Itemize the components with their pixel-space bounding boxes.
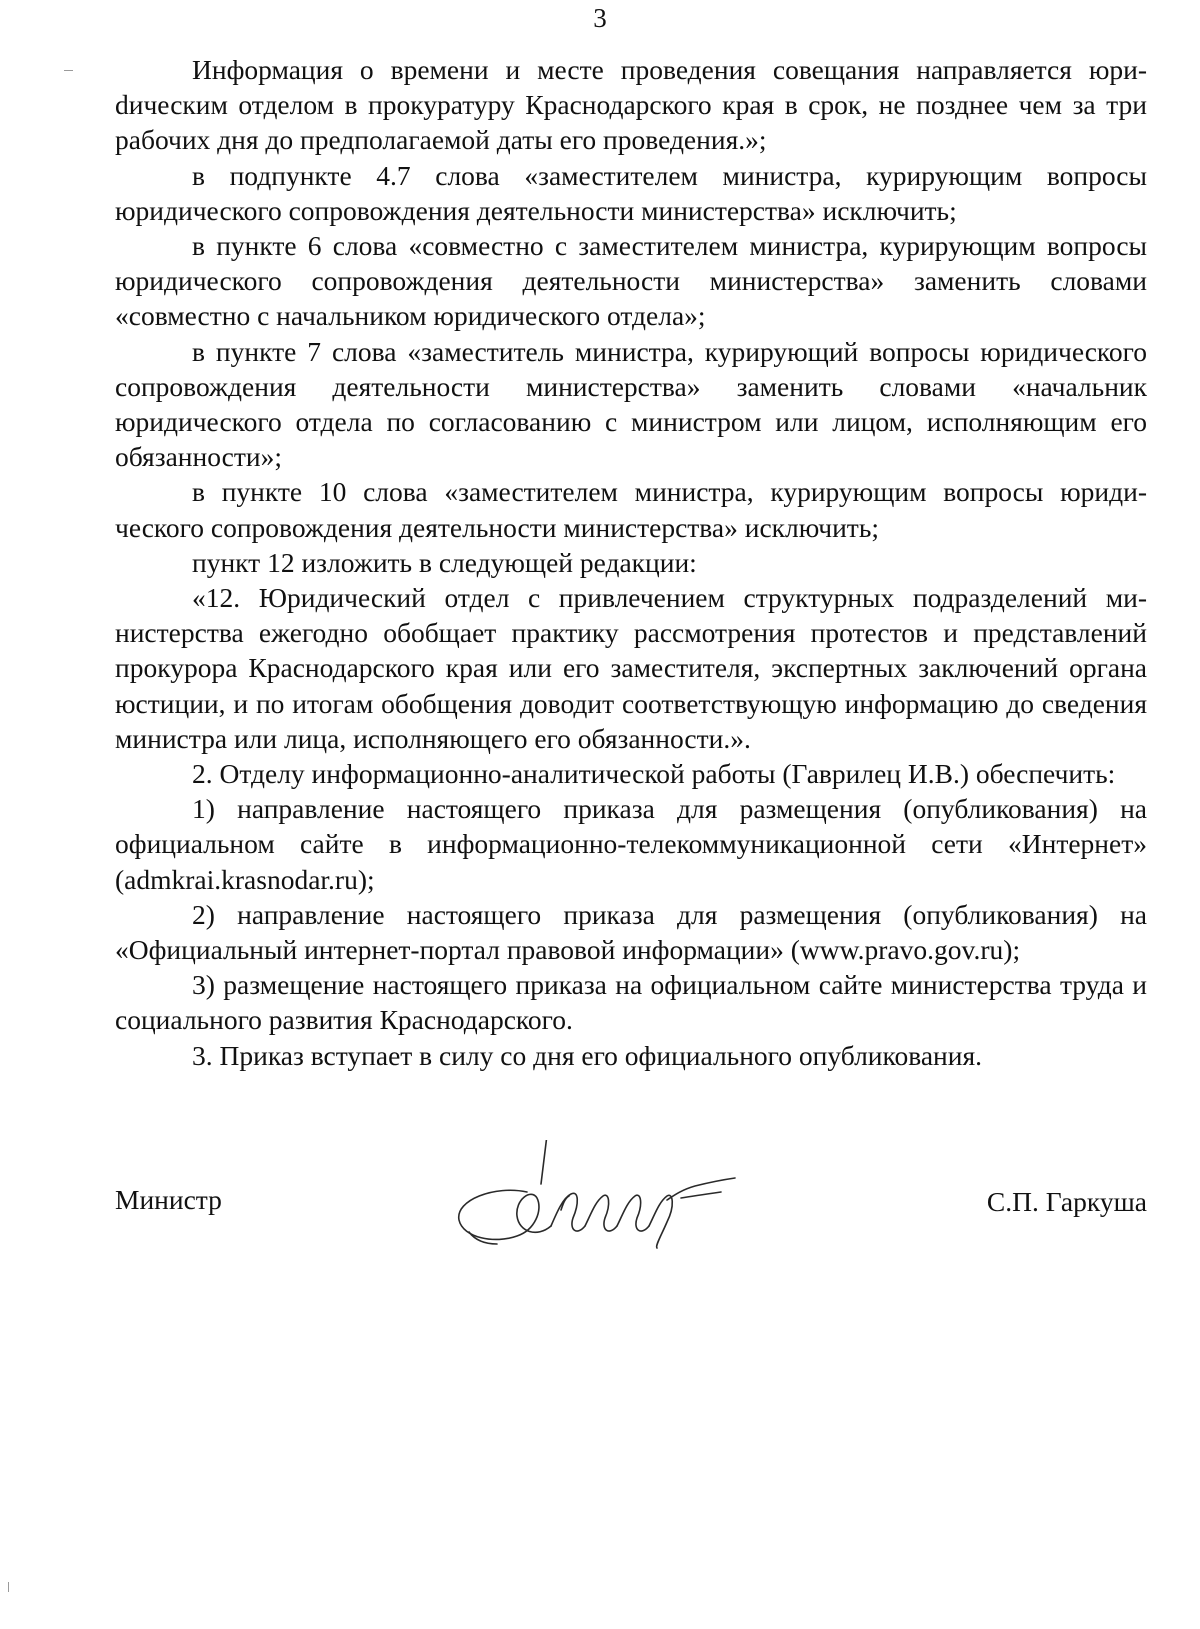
paragraph: в подпункте 4.7 слова «заместителем министра, курирующим вопросы юридического сопровождения деятельности министерства» исключить; (115, 159, 1147, 226)
scan-mark (64, 70, 73, 71)
paragraph: 3) размещение настоящего приказа на официальном сайте министерства труда и социального развития Краснодарского. (115, 969, 1147, 1036)
handwritten-signature (445, 1140, 755, 1250)
paragraph: Информация о времени и месте проведения совещания направляется юриdическим отделом в прокуратуру Краснодарского края в срок, не позднее чем за три рабочих дня до предполагаемой даты его проведения.»; (115, 54, 1147, 156)
paragraph: в пункте 10 слова «заместителем министра, курирующим вопросы юридического сопровождения деятельности министерства» исключить; (115, 476, 1147, 543)
paragraph: в пункте 6 слова «совместно с заместителем министра, курирующим вопросы юридического сопровождения деятельности министерства» заменить словами «совместно с начальником юридического отдела»; (115, 230, 1147, 332)
paragraph: в пункте 7 слова «заместитель министра, курирующий вопросы юридического сопровождения деятельности министерства» заменить словами «начальник юридического отдела по согласованию с министром или лицом, исполняющим его обязанности»; (115, 335, 1147, 473)
signature-block (115, 1140, 1147, 1260)
signatory-title: Министр (115, 1184, 222, 1215)
signatory-name: С.П. Гаркуша (986, 1186, 1147, 1217)
paragraph: пункт 12 изложить в следующей редакции: (192, 546, 697, 578)
paragraph: 1) направление настоящего приказа для размещения (опубликования) на официальном сайте в информационно-телекоммуникационной сети «Интернет» (admkrai.krasnodar.ru); (115, 793, 1147, 895)
paragraph: 3. Приказ вступает в силу со дня его официального опубликования. (192, 1039, 983, 1071)
paragraph: «12. Юридический отдел с привлечением структурных подразделений министерства ежегодно обобщает практику рассмотрения протестов и представлений прокурора Краснодарского края или его заместителя, экспертных заключений органа юстиции, и по итогам обобщения доводит соответствующую информацию до сведения министра или лица, исполняющего его обязанности.». (115, 582, 1147, 754)
document-body (115, 52, 1147, 1073)
scan-mark (8, 1582, 9, 1592)
page-number: 3 (593, 3, 607, 33)
paragraph: 2) направление настоящего приказа для размещения (опубликования) на «Официальный интернет-портал правовой информации» (www.pravo.gov.ru); (115, 898, 1147, 966)
paragraph: 2. Отделу информационно-аналитической работы (Гаврилец И.В.) обеспечить: (192, 758, 1116, 790)
